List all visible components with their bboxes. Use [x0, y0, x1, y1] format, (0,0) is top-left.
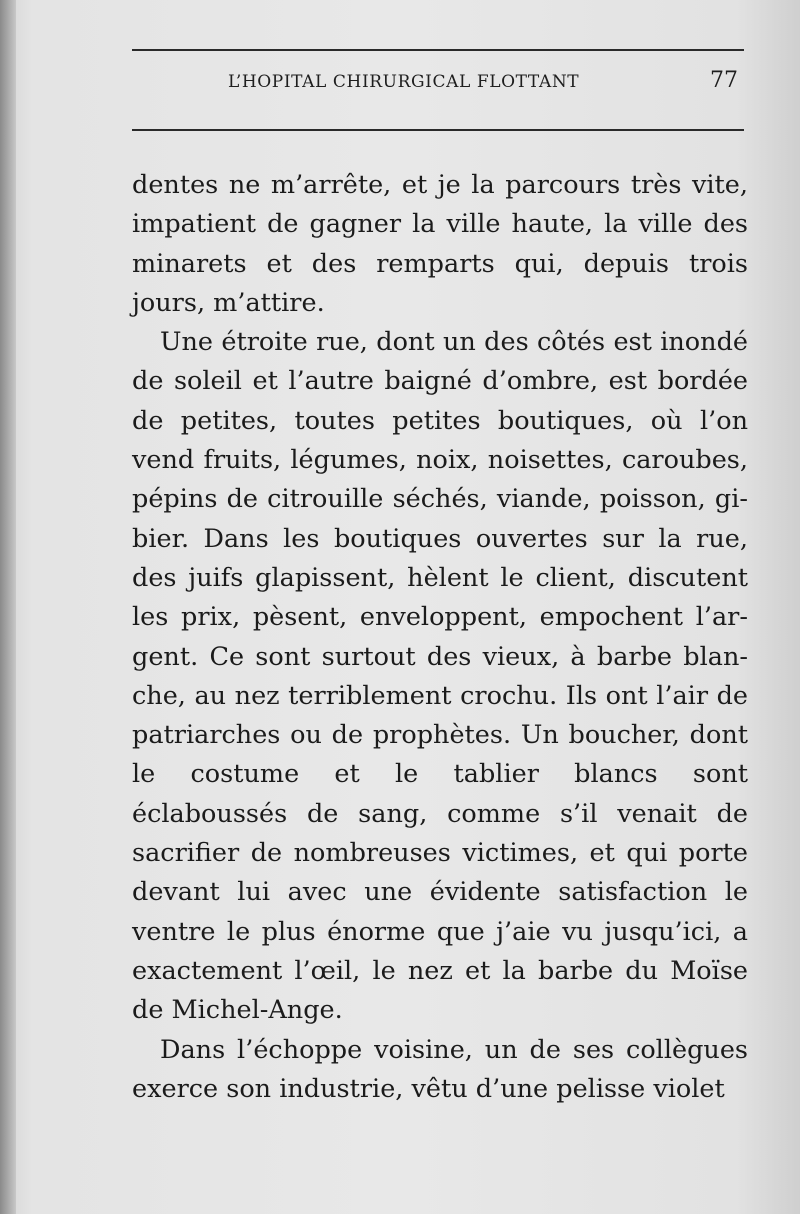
page-gutter-shadow	[0, 0, 16, 1214]
running-head	[132, 68, 744, 102]
header-top-rule	[132, 49, 744, 51]
page-number: 77	[710, 68, 738, 93]
paragraph-street: Une étroite rue, dont un des côtés est inondé de soleil et l’autre baigné d’ombre, est bordée de petites, toutes petites boutiques, où l’on vend fruits, légumes, noix, noisettes, caroubes, pépins de citrouille séchés, viande, poisson, gibier. Dans les boutiques ouvertes sur la rue, des juifs glapissent, hèlent le client, discutent les prix, pèsent, enveloppent, empochent l’argent. Ce sont surtout des vieux, à barbe blanche, au nez terriblement crochu. Ils ont l’air de patriarches ou de prophètes. Un boucher, dont le costume et le tablier blancs sont éclaboussés de sang, comme s’il venait de sacrifier de nombreuses victimes, et qui porte devant lui avec une évidente satisfaction le ventre le plus énorme que j’aie vu jusqu’ici, a exactement l’œil, le nez et la barbe du Moïse de Michel-Ange.	[132, 327, 748, 1026]
paragraph-echoppe: Dans l’échoppe voisine, un de ses collègues exerce son industrie, vêtu d’une pelisse violet	[132, 1034, 748, 1104]
paragraph-continuation: dentes ne m’arrête, et je la parcours très vite, impatient de gagner la ville haute, la ville des minarets et des remparts qui, depuis trois jours, m’attire.	[132, 170, 748, 318]
running-title: L’HOPITAL CHIRURGICAL FLOTTANT	[228, 72, 580, 92]
header-bottom-rule	[132, 129, 744, 131]
body-text	[132, 166, 748, 1109]
